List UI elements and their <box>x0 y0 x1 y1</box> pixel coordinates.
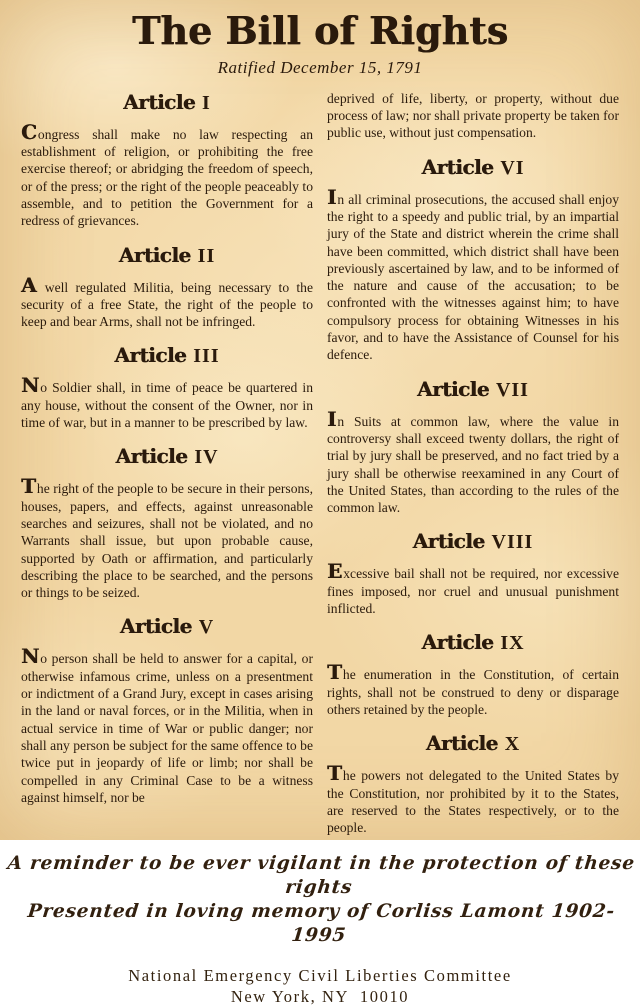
article-2-heading-numeral: II <box>197 244 216 267</box>
article-3-section <box>21 343 313 431</box>
article-6-heading-numeral: VI <box>500 156 525 179</box>
article-7-heading <box>327 377 619 402</box>
article-2-body <box>21 272 313 331</box>
article-1-dropcap: C <box>21 119 37 144</box>
right-column <box>327 90 619 837</box>
masthead <box>0 0 640 78</box>
article-8-heading-numeral: VIII <box>491 531 534 554</box>
article-9-text: he enumeration in the Constitution, of certain rights, shall not be construed to deny or disparage others retained by the people. <box>327 667 619 717</box>
article-4-heading <box>21 444 313 469</box>
article-9-heading <box>327 630 619 655</box>
article-3-heading-numeral: III <box>193 345 220 368</box>
article-3-text: o Soldier shall, in time of peace be quartered in any house, without the consent of the Owner, nor in time of war, but in a manner to be prescribed by law. <box>21 380 313 431</box>
committee-text <box>0 965 640 1007</box>
article-8-section <box>327 529 619 617</box>
left-column <box>21 90 313 837</box>
article-10-text: he powers not delegated to the United States by the Constitution, nor prohibited by it to the States, are reserved to the States respectively, or to the people. <box>327 768 619 836</box>
article-2-text: well regulated Militia, being necessary to the security of a free State, the right of the people to keep and bear Arms, shall not be infringed. <box>21 279 313 330</box>
memorial-text <box>0 852 640 948</box>
article-8-body <box>327 561 619 617</box>
article-6-section <box>327 155 619 364</box>
article-8-heading <box>327 529 619 554</box>
article-5-body <box>21 646 313 806</box>
article-5-text: o person shall be held to answer for a capital, or otherwise infamous crime, unless on a presentment or indictment of a Grand Jury, except in cases arising in the land or naval forces, or in the Militia, when in actual service in time of War or public danger; nor shall any person be subject for the same offence to be twice put in jeopardy of life or limb; nor shall be compelled in any Criminal Case to be a witness against himself, nor be <box>21 651 313 805</box>
article-6-text: n all criminal prosecutions, the accused shall enjoy the right to a speedy and public trial, by an impartial jury of the State and district wherein the crime shall have been committed, which district shall have been previously ascertained by law, and to be informed of the nature and cause of the accusation; to be confronted with the witnesses against him; to have compulsory process for obtaining Witnesses in his favor, and to have the Assistance of Counsel for his defence. <box>327 191 619 363</box>
article-6-heading-word: Article <box>421 154 494 179</box>
article-6-body <box>327 184 619 364</box>
article-5-heading <box>21 614 313 639</box>
article-3-body <box>21 375 313 431</box>
article-9-section <box>327 630 619 718</box>
article-7-section <box>327 377 619 517</box>
article-10-heading <box>327 731 619 756</box>
article-1-section <box>21 90 313 230</box>
article-4-heading-numeral: IV <box>194 446 219 469</box>
article-9-heading-word: Article <box>421 630 494 655</box>
article-1-text: ongress shall make no law respecting an establishment of religion, or prohibiting the free exercise thereof; or abridging the freedom of speech, or of the press; or the right of the people peaceably to assemble, and to petition the Government for a redress of grievances. <box>21 126 313 229</box>
article-1-body <box>21 119 313 230</box>
article-5-dropcap: N <box>21 644 40 669</box>
article-2-heading-word: Article <box>118 242 191 267</box>
article-2-section <box>21 243 313 331</box>
article-7-text: n Suits at common law, where the value in controversy shall exceed twenty dollars, the right of trial by jury shall be preserved, and no fact tried by a jury shall be otherwise reexamined in any Court of the United States, than according to the rules of the common law. <box>327 413 619 516</box>
article-1-heading <box>21 90 313 115</box>
article-10-heading-numeral: X <box>504 733 521 756</box>
memorial-line-1: A reminder to be ever vigilant in the protection of these rights <box>6 853 637 899</box>
article-4-heading-word: Article <box>115 444 188 469</box>
article-5-continuation: deprived of life, liberty, or property, without due process of law; nor shall private property be taken for public use, without just compensation. <box>327 90 619 141</box>
article-7-heading-numeral: VII <box>495 378 529 401</box>
article-10-dropcap: T <box>327 761 342 786</box>
article-4-text: he right of the people to be secure in their persons, houses, papers, and effects, against unreasonable searches and seizures, shall not be violated, and no Warrants shall issue, but upon probable cause, supported by Oath or affirmation, and particularly describing the place to be searched, and the persons or things to be seized. <box>21 481 313 601</box>
ratified-date: Ratified December 15, 1791 <box>217 57 423 77</box>
page-title: The Bill of Rights <box>131 8 509 53</box>
article-9-dropcap: T <box>327 660 342 685</box>
article-8-text: xcessive bail shall not be required, nor excessive fines imposed, nor cruel and unusual punishment inflicted. <box>327 566 619 617</box>
article-4-section <box>21 444 313 601</box>
article-10-body <box>327 763 619 836</box>
committee-address: New York, NY 10010 <box>230 987 410 1007</box>
article-5-heading-word: Article <box>119 614 192 639</box>
article-7-body <box>327 406 619 517</box>
article-4-dropcap: T <box>21 474 36 499</box>
footer <box>0 852 640 1007</box>
article-3-heading <box>21 343 313 368</box>
article-7-dropcap: I <box>327 406 337 431</box>
article-10-section <box>327 731 619 836</box>
article-5-heading-numeral: V <box>198 616 215 639</box>
article-8-heading-word: Article <box>412 529 485 554</box>
article-2-heading <box>21 243 313 268</box>
article-columns <box>0 78 640 837</box>
article-5-section <box>21 614 313 806</box>
article-4-body <box>21 476 313 601</box>
article-6-heading <box>327 155 619 180</box>
committee-name: National Emergency Civil Liberties Committee <box>128 966 512 986</box>
article-1-heading-word: Article <box>123 89 196 114</box>
article-6-dropcap: I <box>327 184 337 209</box>
article-7-heading-word: Article <box>417 376 489 401</box>
article-2-dropcap: A <box>21 272 37 297</box>
article-3-heading-word: Article <box>114 343 187 368</box>
memorial-line-2: Presented in loving memory of Corliss Lamont 1902-1995 <box>26 901 617 947</box>
article-1-heading-numeral: I <box>202 91 211 114</box>
article-9-body <box>327 662 619 718</box>
article-8-dropcap: E <box>327 559 343 584</box>
article-9-heading-numeral: IX <box>500 632 525 655</box>
article-10-heading-word: Article <box>425 731 498 756</box>
article-3-dropcap: N <box>21 373 40 398</box>
